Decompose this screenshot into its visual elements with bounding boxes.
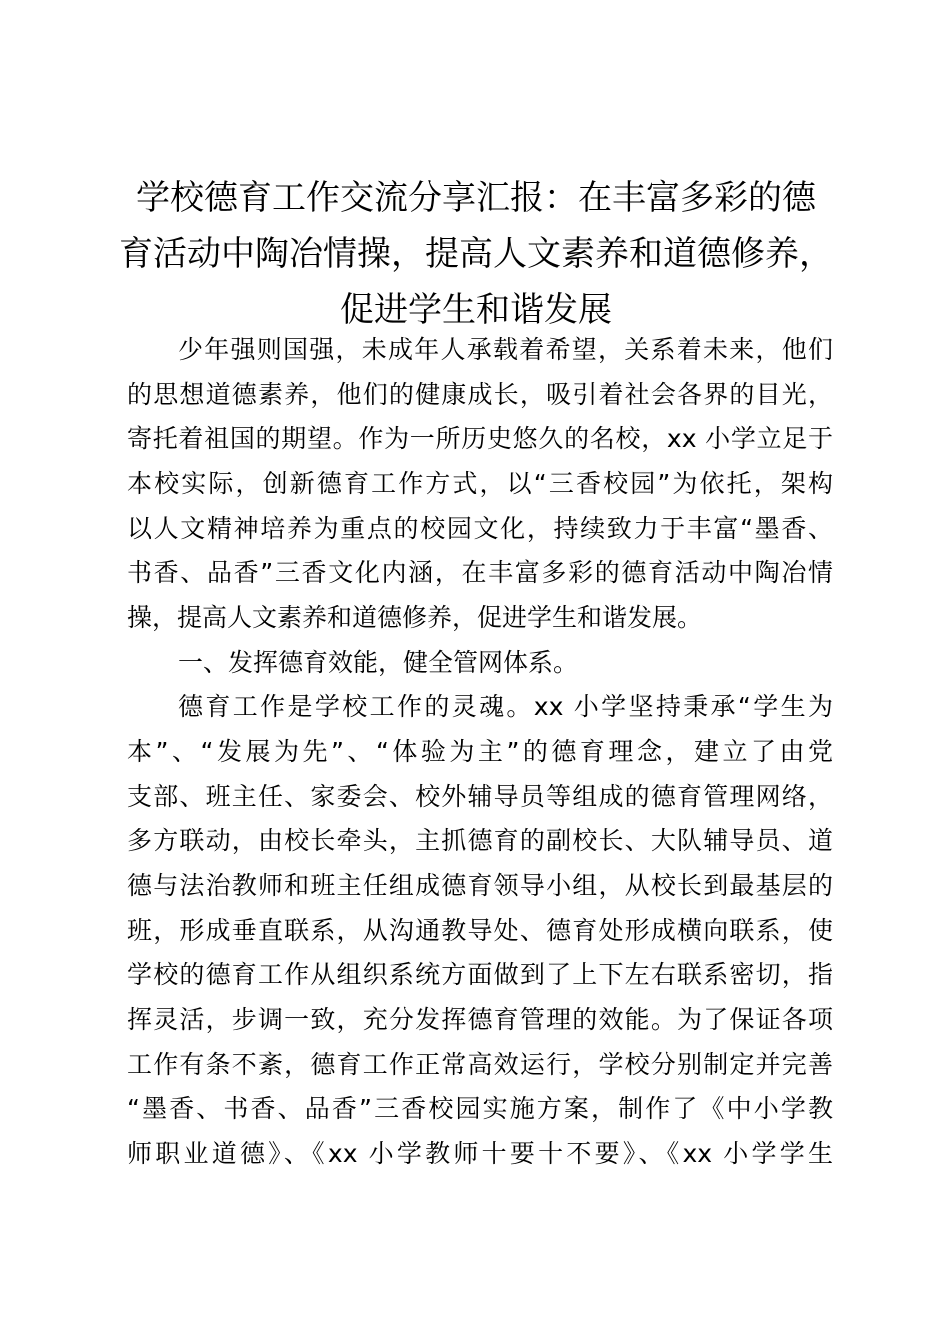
paragraph-line: 学校的德育工作从组织系统方面做到了上下左右联系密切，指 — [127, 960, 833, 989]
document-title — [118, 170, 834, 338]
paragraph-line: 师职业道德》、《xx 小学教师十要十不要》、《xx 小学学生 — [127, 1139, 833, 1168]
paragraph-line: 支部、班主任、家委会、校外辅导员等组成的德育管理网络， — [127, 782, 833, 811]
paragraph-line: 挥灵活，步调一致，充分发挥德育管理的效能。为了保证各项 — [127, 1005, 833, 1034]
paragraph-line: 的思想道德素养，他们的健康成长，吸引着社会各界的目光， — [127, 380, 833, 409]
section-heading: 一、发挥德育效能，健全管网体系。 — [178, 648, 579, 677]
paragraph-line: 多方联动，由校长牵头，主抓德育的副校长、大队辅导员、道 — [127, 826, 833, 855]
paragraph-line: 寄托着祖国的期望。作为一所历史悠久的名校，xx 小学立足于 — [127, 424, 833, 453]
title-line: 促进学生和谐发展 — [340, 290, 612, 330]
paragraph-line: 工作有条不紊，德育工作正常高效运行，学校分别制定并完善 — [127, 1050, 833, 1079]
paragraph-line: 德育工作是学校工作的灵魂。xx 小学坚持秉承“学生为 — [178, 692, 833, 721]
paragraph-line: 本”、“发展为先”、“体验为主”的德育理念，建立了由党 — [127, 737, 833, 766]
title-line: 育活动中陶冶情操，提高人文素养和道德修养， — [119, 234, 833, 274]
paragraph-line: 本校实际，创新德育工作方式，以“三香校园”为依托，架构 — [127, 469, 833, 498]
paragraph-line: 德与法治教师和班主任组成德育领导小组，从校长到最基层的 — [127, 871, 833, 900]
paragraph-line: 以人文精神培养为重点的校园文化，持续致力于丰富“墨香、 — [127, 514, 833, 543]
title-line: 学校德育工作交流分享汇报：在丰富多彩的德 — [136, 178, 816, 218]
paragraph-line: 班，形成垂直联系，从沟通教导处、德育处形成横向联系，使 — [127, 916, 833, 945]
paragraph-line: “墨香、书香、品香”三香校园实施方案，制作了《中小学教 — [127, 1094, 833, 1123]
paragraph-line: 操，提高人文素养和道德修养，促进学生和谐发展。 — [127, 603, 703, 632]
paragraph-line: 书香、品香”三香文化内涵，在丰富多彩的德育活动中陶冶情 — [127, 558, 833, 587]
paragraph-line: 少年强则国强，未成年人承载着希望，关系着未来，他们 — [178, 335, 833, 364]
